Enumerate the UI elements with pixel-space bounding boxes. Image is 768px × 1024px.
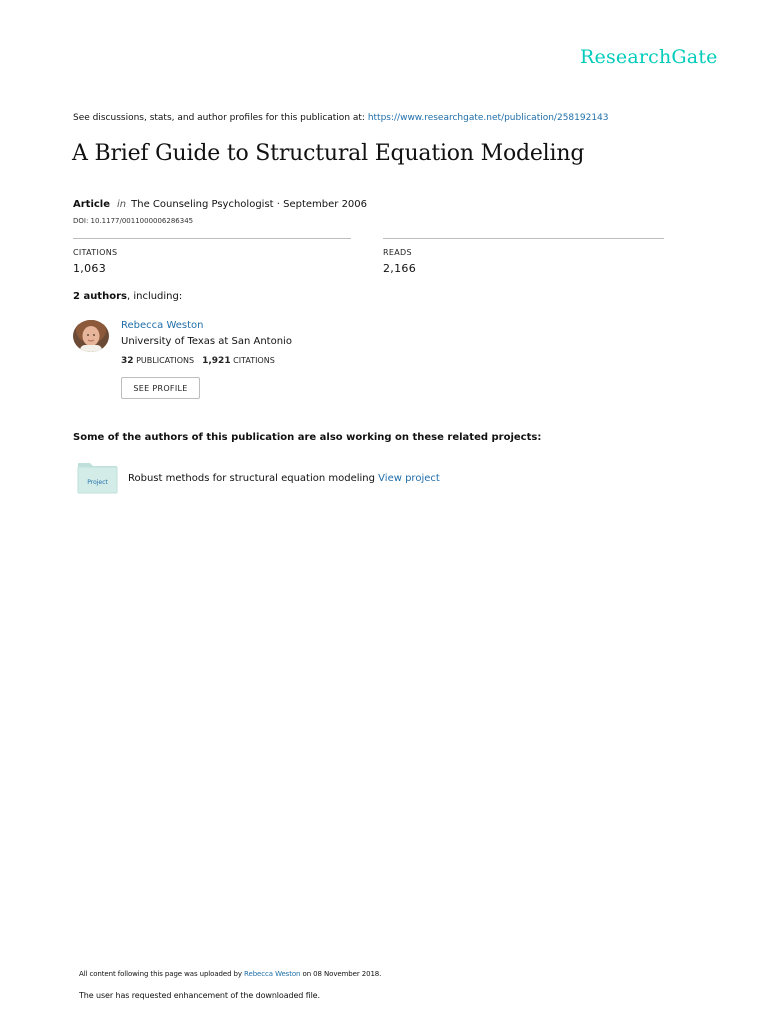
journal-date: The Counseling Psychologist · September 2006 xyxy=(131,199,368,210)
see-profile-button[interactable]: SEE PROFILE xyxy=(121,377,200,399)
related-projects-heading: Some of the authors of this publication are also working on these related projects: xyxy=(73,432,542,443)
project-icon-label: Project xyxy=(87,479,108,486)
reads-label: READS xyxy=(383,248,412,257)
discussion-prefix: See discussions, stats, and author profiles for this publication at: xyxy=(73,113,368,123)
author-avatar[interactable] xyxy=(73,320,109,352)
author-institution: University of Texas at San Antonio xyxy=(121,336,292,347)
folder-graphic xyxy=(77,462,118,494)
in-word: in xyxy=(117,199,127,210)
avatar-photo xyxy=(73,320,109,352)
author-publications-count: 32 xyxy=(121,356,134,366)
doi: DOI: 10.1177/0011000006286345 xyxy=(73,217,194,225)
view-project-link[interactable]: View project xyxy=(378,473,440,484)
author-publications-label: PUBLICATIONS xyxy=(136,356,195,365)
project-item xyxy=(128,473,440,484)
reads-value: 2,166 xyxy=(383,262,416,275)
authors-count: 2 authors xyxy=(73,291,127,302)
article-info xyxy=(73,199,367,210)
authors-suffix: , including: xyxy=(126,291,183,302)
project-title: Robust methods for structural equation modeling xyxy=(128,473,379,484)
upload-prefix: All content following this page was uploaded by xyxy=(79,970,245,978)
citations-label: CITATIONS xyxy=(73,248,118,257)
author-citations-label: CITATIONS xyxy=(233,356,275,365)
authors-heading xyxy=(73,291,182,302)
citations-value: 1,063 xyxy=(73,262,106,275)
publication-title: A Brief Guide to Structural Equation Modeling xyxy=(72,141,585,166)
researchgate-logo[interactable]: ResearchGate xyxy=(580,46,718,68)
divider-right xyxy=(383,238,664,239)
author-stats xyxy=(121,356,275,366)
project-folder-icon[interactable] xyxy=(77,462,118,494)
article-type: Article xyxy=(73,199,111,210)
author-citations-count: 1,921 xyxy=(202,356,231,366)
divider-left xyxy=(73,238,351,239)
discussion-line xyxy=(73,113,609,123)
upload-suffix: on 08 November 2018. xyxy=(300,970,382,978)
author-name-link[interactable]: Rebecca Weston xyxy=(121,320,204,331)
upload-note xyxy=(79,970,381,978)
enhancement-note: The user has requested enhancement of the downloaded file. xyxy=(79,991,320,1000)
uploader-link[interactable]: Rebecca Weston xyxy=(244,970,301,978)
publication-url-link[interactable]: https://www.researchgate.net/publication/258192143 xyxy=(367,113,609,123)
